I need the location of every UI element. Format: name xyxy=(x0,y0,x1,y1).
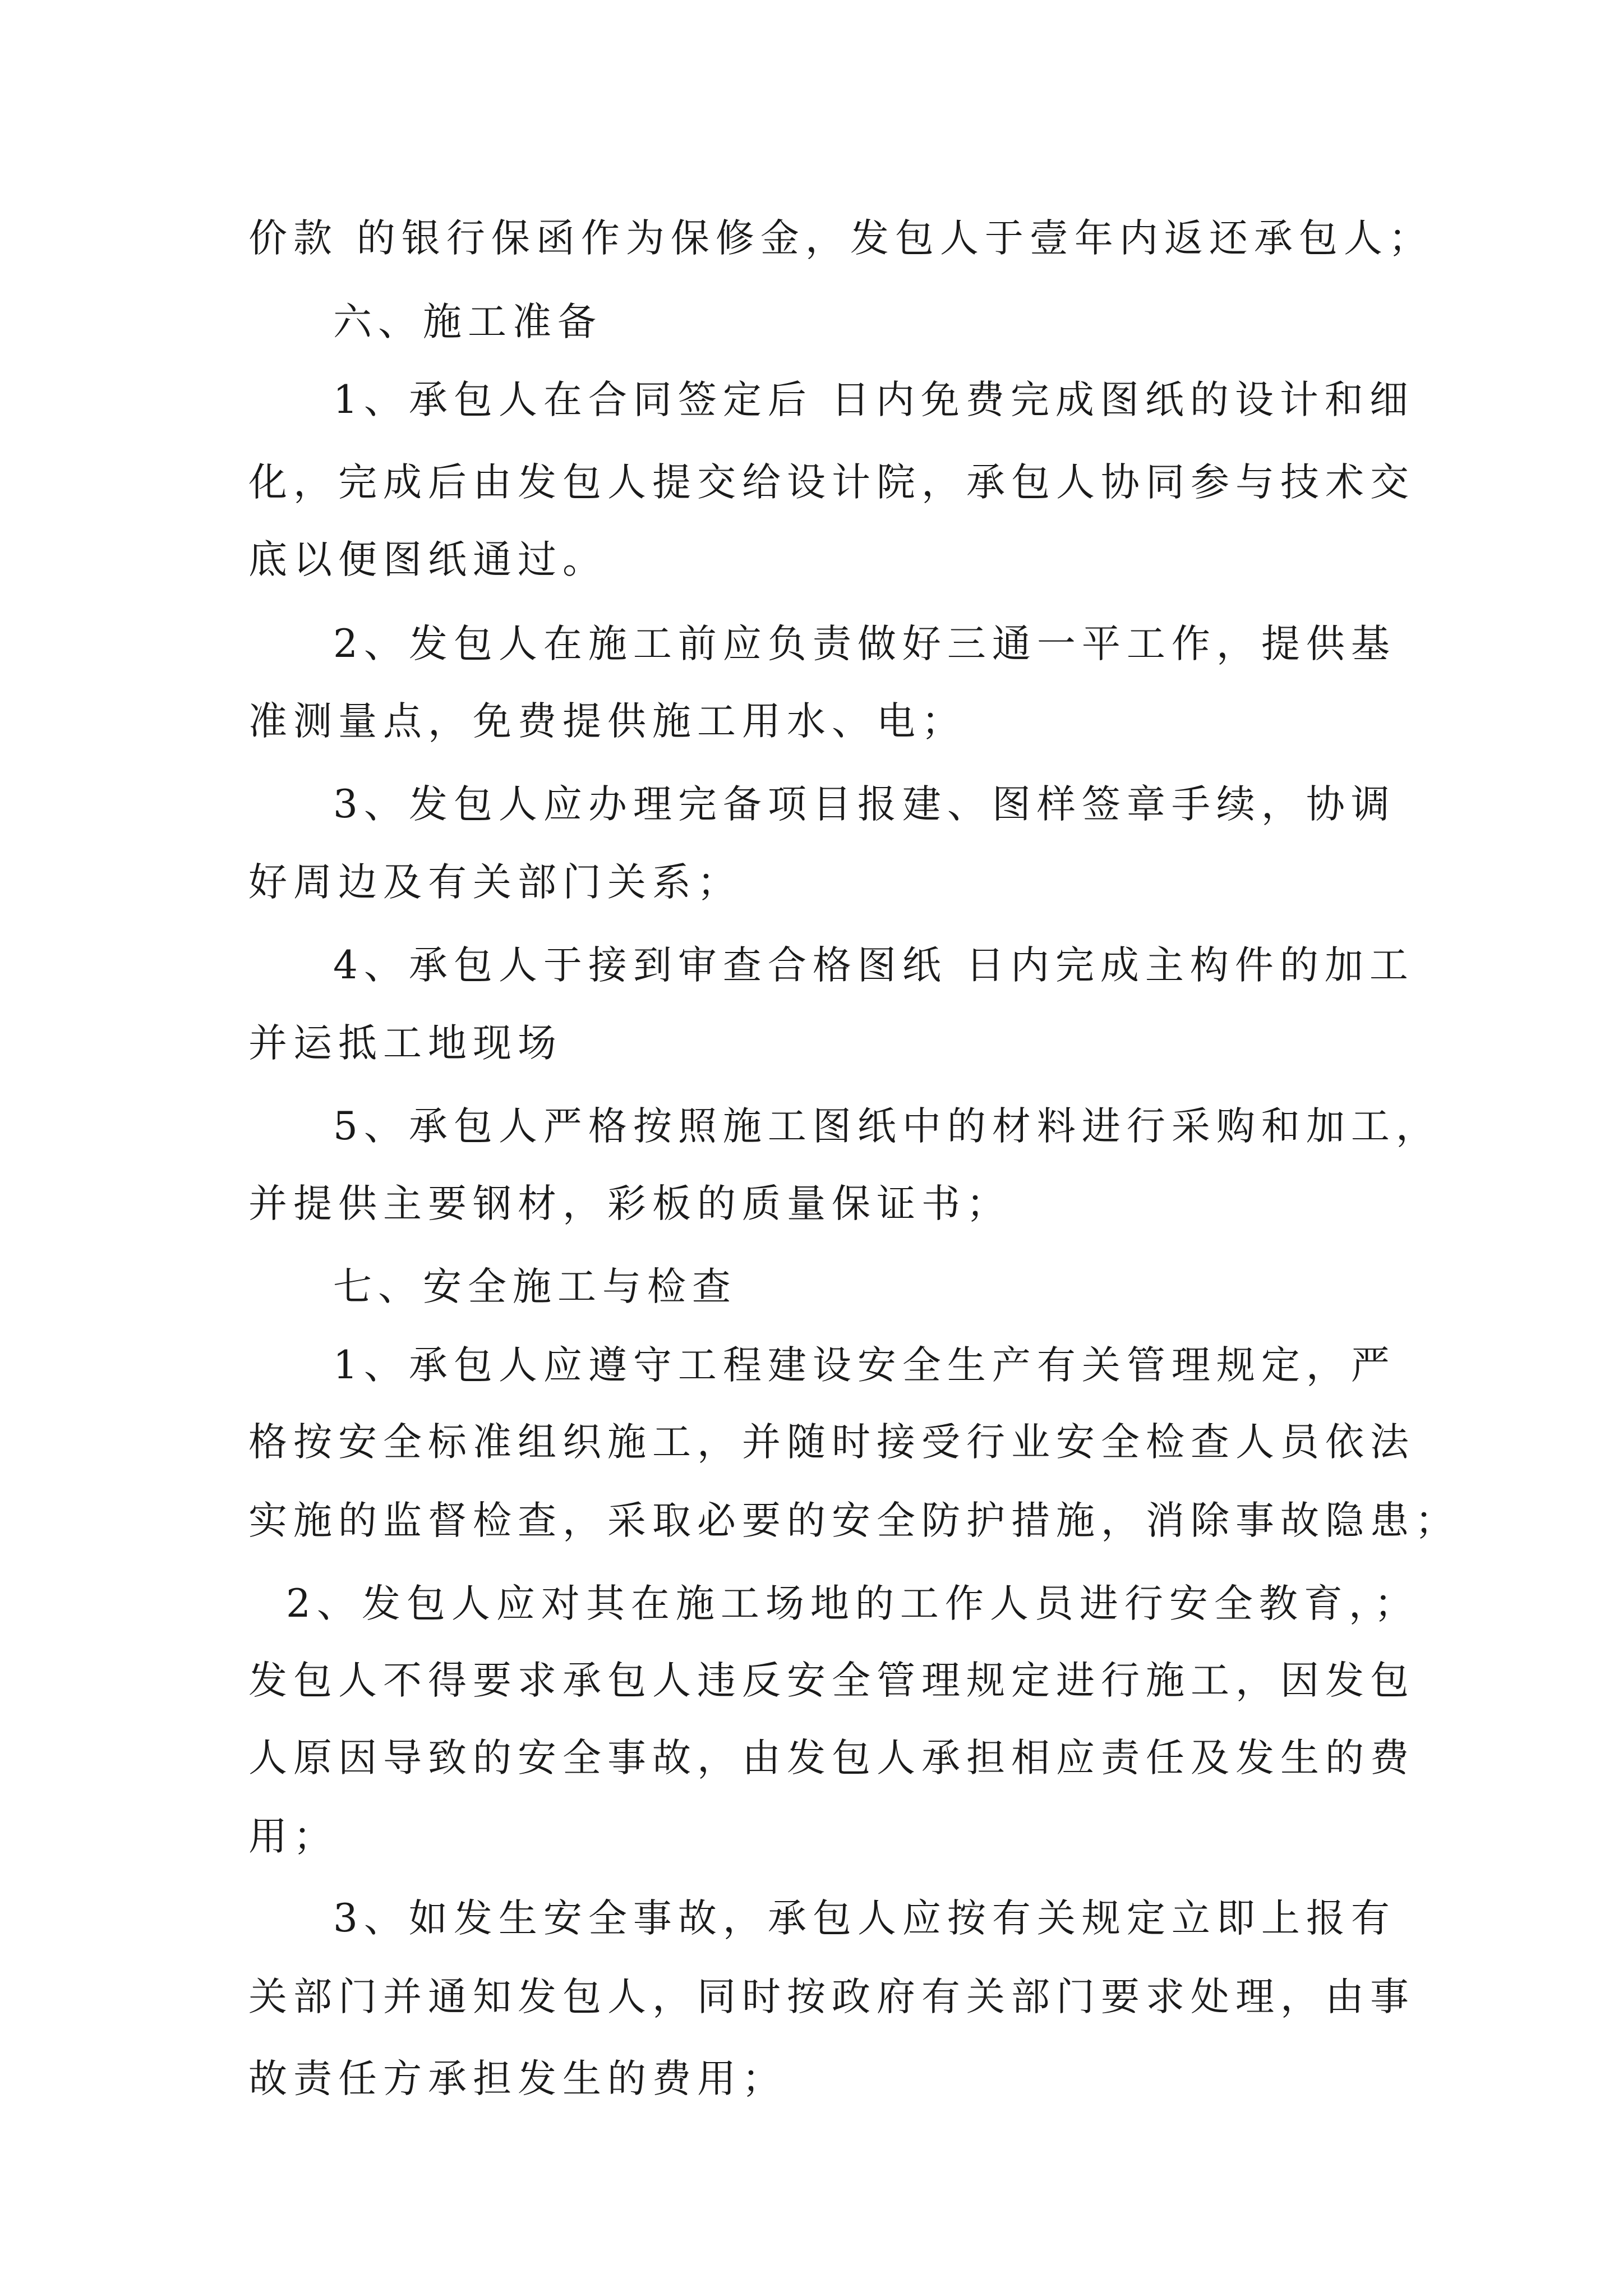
text-line-20: 人原因导致的安全事故，由发包人承担相应责任及发生的费 xyxy=(248,1736,1415,1780)
text-line-5: 底以便图纸通过。 xyxy=(248,537,607,582)
text-line-7: 准测量点，免费提供施工用水、电； xyxy=(248,699,966,744)
text-line-12: 5、承包人严格按照施工图纸中的材料进行采购和加工， xyxy=(333,1104,1441,1149)
text-line-1: 价款 的银行保函作为保修金，发包人于壹年内返还承包人； xyxy=(248,216,1433,261)
text-line-21: 用； xyxy=(248,1814,338,1859)
section-heading-safety: 七、安全施工与检查 xyxy=(333,1264,737,1309)
text-line-9: 好周边及有关部门关系； xyxy=(248,860,742,905)
text-line-23: 关部门并通知发包人，同时按政府有关部门要求处理，由事 xyxy=(248,1975,1415,2019)
text-line-8: 3、发包人应办理完备项目报建、图样签章手续，协调 xyxy=(333,782,1396,827)
text-line-24: 故责任方承担发生的费用； xyxy=(248,2056,787,2101)
text-line-16: 格按安全标准组织施工，并随时接受行业安全检查人员依法 xyxy=(248,1420,1415,1465)
text-line-11: 并运抵工地现场 xyxy=(248,1021,562,1066)
text-line-22: 3、如发生安全事故，承包人应按有关规定立即上报有 xyxy=(333,1896,1396,1941)
text-line-18: 2、发包人应对其在施工场地的工作人员进行安全教育，； xyxy=(286,1581,1419,1626)
text-line-19: 发包人不得要求承包人违反安全管理规定进行施工，因发包 xyxy=(248,1658,1415,1703)
text-line-3: 1、承包人在合同签定后 日内免费完成图纸的设计和细 xyxy=(333,378,1414,422)
text-line-10: 4、承包人于接到审查合格图纸 日内完成主构件的加工 xyxy=(333,943,1414,988)
text-line-17: 实施的监督检查，采取必要的安全防护措施，消除事故隐患； xyxy=(248,1498,1460,1543)
text-line-15: 1、承包人应遵守工程建设安全生产有关管理规定，严 xyxy=(333,1343,1396,1388)
text-line-13: 并提供主要钢材，彩板的质量保证书； xyxy=(248,1181,1011,1226)
text-line-6: 2、发包人在施工前应负责做好三通一平工作，提供基 xyxy=(333,622,1396,666)
text-line-4: 化，完成后由发包人提交给设计院，承包人协同参与技术交 xyxy=(248,460,1415,505)
section-heading-construction-preparation: 六、施工准备 xyxy=(333,300,602,344)
